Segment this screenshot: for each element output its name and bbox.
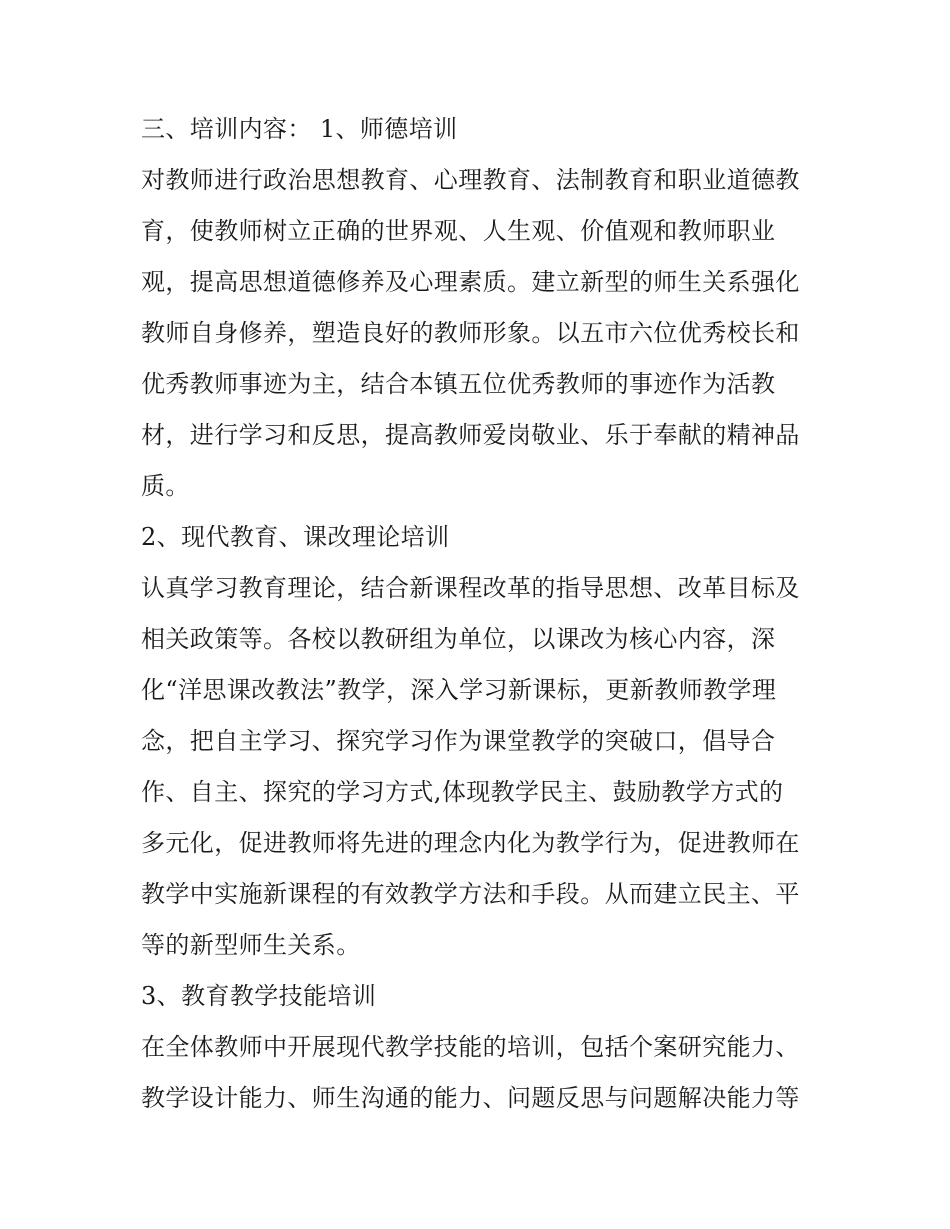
paragraph-line: 质。 <box>141 472 190 500</box>
paragraph-line: 化“洋思课改教法”教学，深入学习新课标，更新教师教学理 <box>141 676 777 704</box>
paragraph-line: 教师自身修养，塑造良好的教师形象。以五市六位优秀校长和 <box>141 319 800 347</box>
paragraph-line: 作、自主、探究的学习方式,体现教学民主、鼓励教学方式的 <box>141 778 784 806</box>
paragraph-line: 教学中实施新课程的有效教学方法和手段。从而建立民主、平 <box>141 880 800 908</box>
paragraph-line: 相关政策等。各校以教研组为单位，以课改为核心内容，深 <box>141 625 776 653</box>
paragraph-line: 材，进行学习和反思，提高教师爱岗敬业、乐于奉献的精神品 <box>141 421 800 449</box>
paragraph-line: 对教师进行政治思想教育、心理教育、法制教育和职业道德教 <box>141 166 800 194</box>
paragraph-line: 教学设计能力、师生沟通的能力、问题反思与问题解决能力等 <box>141 1084 800 1112</box>
paragraph-line: 优秀教师事迹为主，结合本镇五位优秀教师的事迹作为活教 <box>141 370 776 398</box>
paragraph-line: 在全体教师中开展现代教学技能的培训，包括个案研究能力、 <box>141 1033 800 1061</box>
paragraph-line: 念，把自主学习、探究学习作为课堂教学的突破口，倡导合 <box>141 727 776 755</box>
paragraph-line: 等的新型师生关系。 <box>141 931 361 959</box>
paragraph-line: 认真学习教育理论，结合新课程改革的指导思想、改革目标及 <box>141 574 800 602</box>
paragraph-line: 育，使教师树立正确的世界观、人生观、价值观和教师职业 <box>141 217 776 245</box>
paragraph-line: 多元化，促进教师将先进的理念内化为教学行为，促进教师在 <box>141 829 800 857</box>
document-body <box>141 104 821 1124</box>
section-heading-modern-education: 2、现代教育、课改理论培训 <box>141 523 450 551</box>
paragraph-line: 观，提高思想道德修养及心理素质。建立新型的师生关系强化 <box>141 268 800 296</box>
section-heading-training-content: 三、培训内容： 1、师德培训 <box>141 115 458 143</box>
section-heading-teaching-skills: 3、教育教学技能培训 <box>141 982 377 1010</box>
